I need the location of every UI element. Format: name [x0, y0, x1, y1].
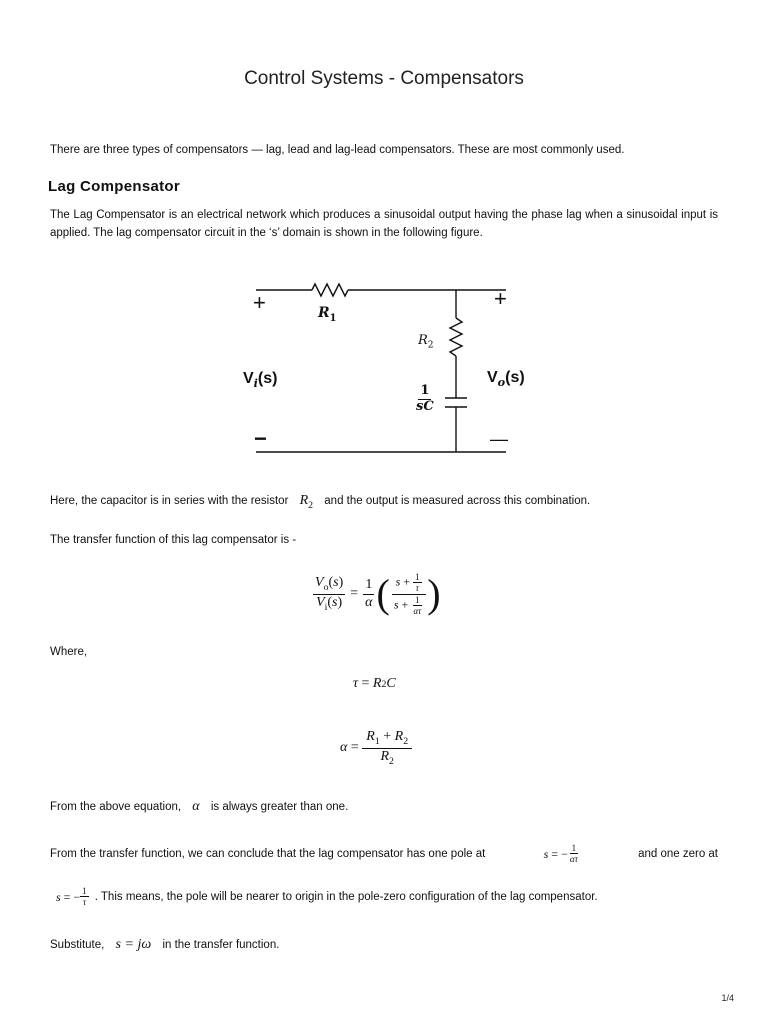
r2-resistor	[450, 318, 462, 356]
zero-expression: s = − $\frac{1}{\tau}$	[56, 886, 87, 908]
pole-expression: s = − $\frac{1}{\alpha\tau}$	[543, 843, 578, 865]
tf-intro: The transfer function of this lag compensator is -	[50, 534, 297, 546]
alpha-statement: From the above equation, α is always greater than one.	[50, 799, 349, 814]
alpha-equation: α = $\frac{R_1 + R_2}{R_2}$	[340, 727, 412, 769]
page-title: Control Systems - Compensators	[244, 68, 524, 89]
r1-resistor	[312, 284, 348, 296]
plus-right: +	[494, 286, 507, 311]
lag-description: The Lag Compensator is an electrical network which produces a sinusoidal output having the phase lag when a sinusoidal input is applied. The lag compensator circuit in the ‘s’ domain is shown in the following figure.	[50, 209, 718, 239]
series-statement: Here, the capacitor is in series with the resistor $R_2$ and the output is measured across this combination.	[50, 493, 591, 511]
transfer-function-equation: $\frac{V_o(s)}{V_i(s)}$ = $\frac{1}{\alpha}$ ( s + $\frac{1}{\tau}$ s + $\frac{1}{\alpha\tau}$ )	[315, 571, 441, 616]
zero-statement: s = − $\frac{1}{\tau}$ . This means, the pole will be nearer to origin in the pole-zero configuration of the lag compensator.	[56, 886, 598, 908]
vo-label: $V_o(s)$	[487, 369, 525, 390]
capacitor-label: $\frac{1}{sC}$	[416, 383, 434, 414]
alpha-inline-symbol: α	[192, 799, 200, 814]
substitute-statement: Substitute, s = jω in the transfer function.	[50, 937, 280, 952]
minus-left: −	[254, 426, 267, 451]
plus-left: +	[253, 290, 266, 315]
vi-label: $V_i(s)$	[243, 370, 278, 391]
minus-right: —	[490, 429, 508, 449]
intro-paragraph: There are three types of compensators — lag, lead and lag-lead compensators. These are most commonly used.	[50, 144, 625, 156]
pole-statement: From the transfer function, we can conclude that the lag compensator has one pole at s = − $\frac{1}{\alpha\tau}$ and one zero at	[50, 843, 718, 865]
tau-equation: τ = R 2 C	[353, 676, 396, 691]
r1-label: $R_1$	[318, 305, 337, 324]
section-heading: Lag Compensator	[48, 178, 181, 195]
page-number: 1/4	[721, 993, 734, 1003]
jw-expression: s = jω	[115, 937, 152, 952]
r2-label: $R_2$	[418, 333, 434, 351]
r2-inline-symbol: $R_2$	[299, 493, 314, 511]
where-label: Where,	[50, 646, 88, 658]
